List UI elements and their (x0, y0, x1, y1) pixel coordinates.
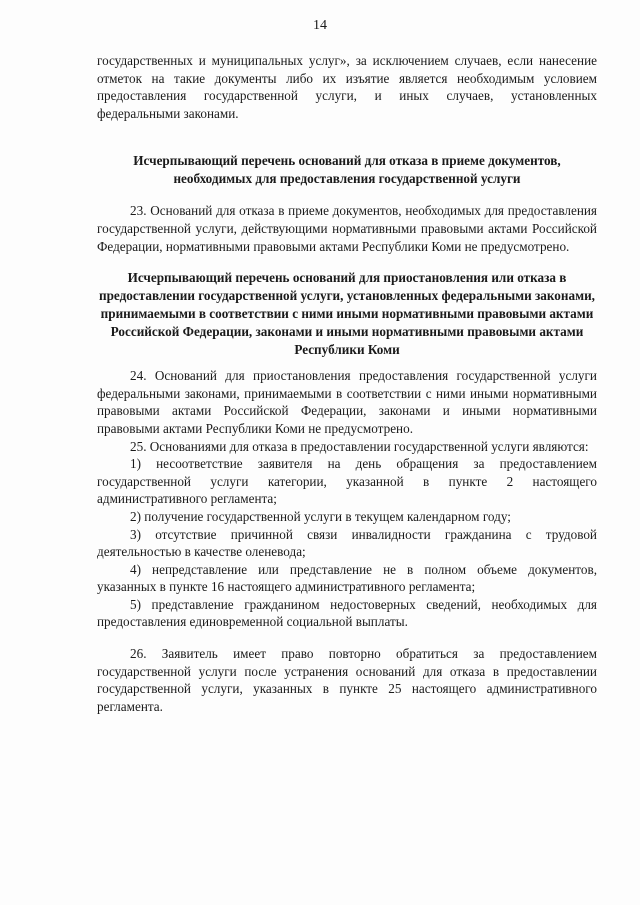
paragraph-25-intro: 25. Основаниями для отказа в предоставлении государственной услуги являются: (130, 438, 589, 454)
list-item: 3) отсутствие причинной связи инвалидности гражданина с трудовой деятельностью в качестве оленевода; (97, 526, 597, 560)
list-item: 2) получение государственной услуги в текущем календарном году; (130, 508, 511, 524)
paragraph-26: 26. Заявитель имеет право повторно обратиться за предоставлением государственной услуги после устранения оснований для отказа в предоставлении государственной услуги, указанных в пункте 25 настоящего административного регламента. (97, 646, 597, 714)
section-heading-refusal-documents: Исчерпывающий перечень оснований для отказа в приеме документов, необходимых для предоставления государственной услуги (133, 153, 561, 187)
page-content (97, 52, 597, 715)
paragraph-23: 23. Оснований для отказа в приеме документов, необходимых для предоставления государственной услуги, действующими нормативными правовыми актами Российской Федерации, нормативными правовыми актами Республики Коми не предусмотрено. (97, 203, 597, 254)
continuation-paragraph: государственных и муниципальных услуг», за исключением случаев, если нанесение отметок на такие документы либо их изъятие является необходимым условием предоставления государственной услуги, и иных случаев, установленных федеральными законами. (97, 53, 597, 121)
page-number: 14 (313, 18, 327, 33)
paragraph-24: 24. Оснований для приостановления предоставления государственной услуги федеральными законами, принимаемыми в соответствии с ними иными нормативными правовыми актами Российской Федерации, законами и иными нормативными правовыми актами Республики Коми не предусмотрено. (97, 368, 597, 436)
list-item: 4) непредставление или представление не в полном объеме документов, указанных в пункте 16 настоящего административного регламента; (97, 561, 597, 595)
list-item: 1) несоответствие заявителя на день обращения за предоставлением государственной услуги категории, указанной в пункте 2 настоящего административного регламента; (97, 456, 597, 507)
list-item: 5) представление гражданином недостоверных сведений, необходимых для предоставления единовременной социальной выплаты. (97, 596, 597, 630)
section-heading-suspension-refusal: Исчерпывающий перечень оснований для приостановления или отказа в предоставлении государственной услуги, установленных федеральными законами, принимаемыми в соответствии с ними иными нормативными правовыми актами Российской Федерации, законами и иными нормативными правовыми актами Республики Коми (99, 270, 595, 358)
